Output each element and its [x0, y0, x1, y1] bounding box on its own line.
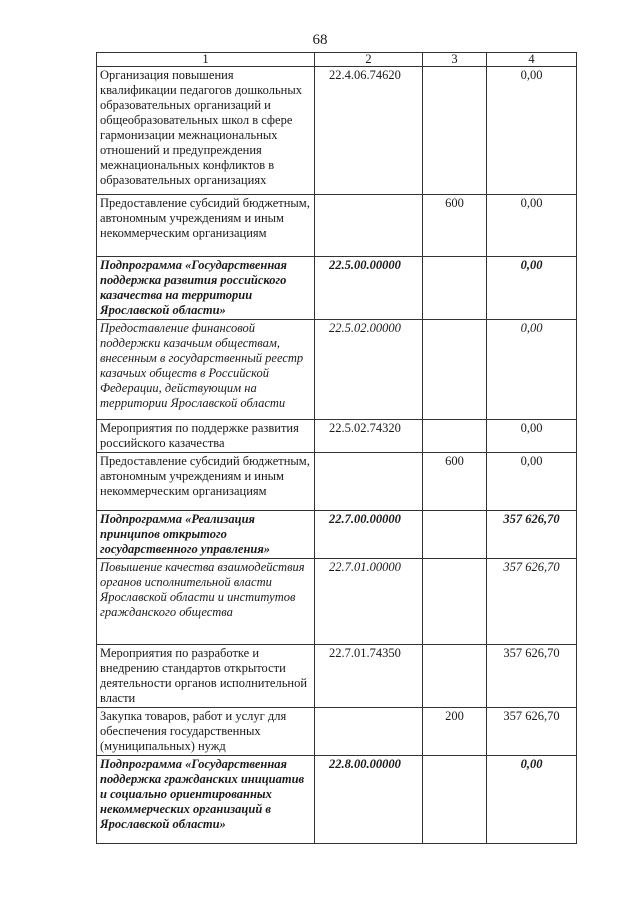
row-code-cell: 22.7.00.00000 [315, 511, 423, 559]
row-name-cell: Предоставление субсидий бюджетным, автономным учреждениям и иным некоммерческим организациям [97, 453, 315, 511]
row-sum-cell: 357 626,70 [487, 645, 577, 708]
row-name-cell: Подпрограмма «Государственная поддержка гражданских инициатив и социально ориентированных некоммерческих организаций в Ярославской области» [97, 756, 315, 844]
row-sum-cell: 0,00 [487, 257, 577, 320]
table-row [97, 559, 577, 645]
row-code-cell: 22.7.01.74350 [315, 645, 423, 708]
row-kvr-cell [423, 559, 487, 645]
row-sum-cell: 0,00 [487, 453, 577, 511]
row-sum-cell: 0,00 [487, 320, 577, 420]
column-header: 4 [487, 53, 577, 67]
row-sum-cell: 0,00 [487, 420, 577, 453]
row-kvr-cell [423, 420, 487, 453]
table-row [97, 756, 577, 844]
row-kvr-cell [423, 67, 487, 195]
row-sum-cell: 0,00 [487, 756, 577, 844]
row-name-cell: Повышение качества взаимодействия органов исполнительной власти Ярославской области и институтов гражданского общества [97, 559, 315, 645]
row-code-cell: 22.5.02.74320 [315, 420, 423, 453]
row-code-cell: 22.8.00.00000 [315, 756, 423, 844]
table-row [97, 420, 577, 453]
row-sum-cell: 0,00 [487, 67, 577, 195]
table-row [97, 67, 577, 195]
row-sum-cell: 357 626,70 [487, 559, 577, 645]
row-code-cell: 22.5.00.00000 [315, 257, 423, 320]
row-name-cell: Мероприятия по разработке и внедрению стандартов открытости деятельности органов исполнительной власти [97, 645, 315, 708]
row-kvr-cell: 600 [423, 453, 487, 511]
table-row [97, 511, 577, 559]
row-sum-cell: 357 626,70 [487, 708, 577, 756]
row-kvr-cell: 600 [423, 195, 487, 257]
row-name-cell: Организация повышения квалификации педагогов дошкольных образовательных организаций и общеобразовательных школ в сфере гармонизации межнациональных отношений и предупреждения межнациональных конфликтов в образовательных организациях [97, 67, 315, 195]
row-kvr-cell: 200 [423, 708, 487, 756]
row-name-cell: Закупка товаров, работ и услуг для обеспечения государственных (муниципальных) нужд [97, 708, 315, 756]
page-number: 68 [312, 32, 328, 48]
row-code-cell: 22.4.06.74620 [315, 67, 423, 195]
row-sum-cell: 0,00 [487, 195, 577, 257]
table-row [97, 195, 577, 257]
row-name-cell: Подпрограмма «Государственная поддержка развития российского казачества на территории Ярославской области» [97, 257, 315, 320]
table-header-row [97, 53, 577, 67]
row-kvr-cell [423, 257, 487, 320]
row-code-cell [315, 453, 423, 511]
row-name-cell: Предоставление субсидий бюджетным, автономным учреждениям и иным некоммерческим организациям [97, 195, 315, 257]
row-code-cell [315, 195, 423, 257]
row-kvr-cell [423, 645, 487, 708]
table-row [97, 708, 577, 756]
row-name-cell: Мероприятия по поддержке развития российского казачества [97, 420, 315, 453]
table-row [97, 645, 577, 708]
row-kvr-cell [423, 320, 487, 420]
row-name-cell: Подпрограмма «Реализация принципов открытого государственного управления» [97, 511, 315, 559]
row-code-cell: 22.5.02.00000 [315, 320, 423, 420]
row-name-cell: Предоставление финансовой поддержки казачьим обществам, внесенным в государственный реестр казачьих обществ в Российской Федерации, действующим на территории Ярославской области [97, 320, 315, 420]
column-header: 2 [315, 53, 423, 67]
table-row [97, 320, 577, 420]
row-kvr-cell [423, 511, 487, 559]
row-sum-cell: 357 626,70 [487, 511, 577, 559]
column-header: 3 [423, 53, 487, 67]
budget-table [96, 52, 577, 844]
table-row [97, 257, 577, 320]
column-header: 1 [97, 53, 315, 67]
row-code-cell: 22.7.01.00000 [315, 559, 423, 645]
table-row [97, 453, 577, 511]
row-code-cell [315, 708, 423, 756]
row-kvr-cell [423, 756, 487, 844]
